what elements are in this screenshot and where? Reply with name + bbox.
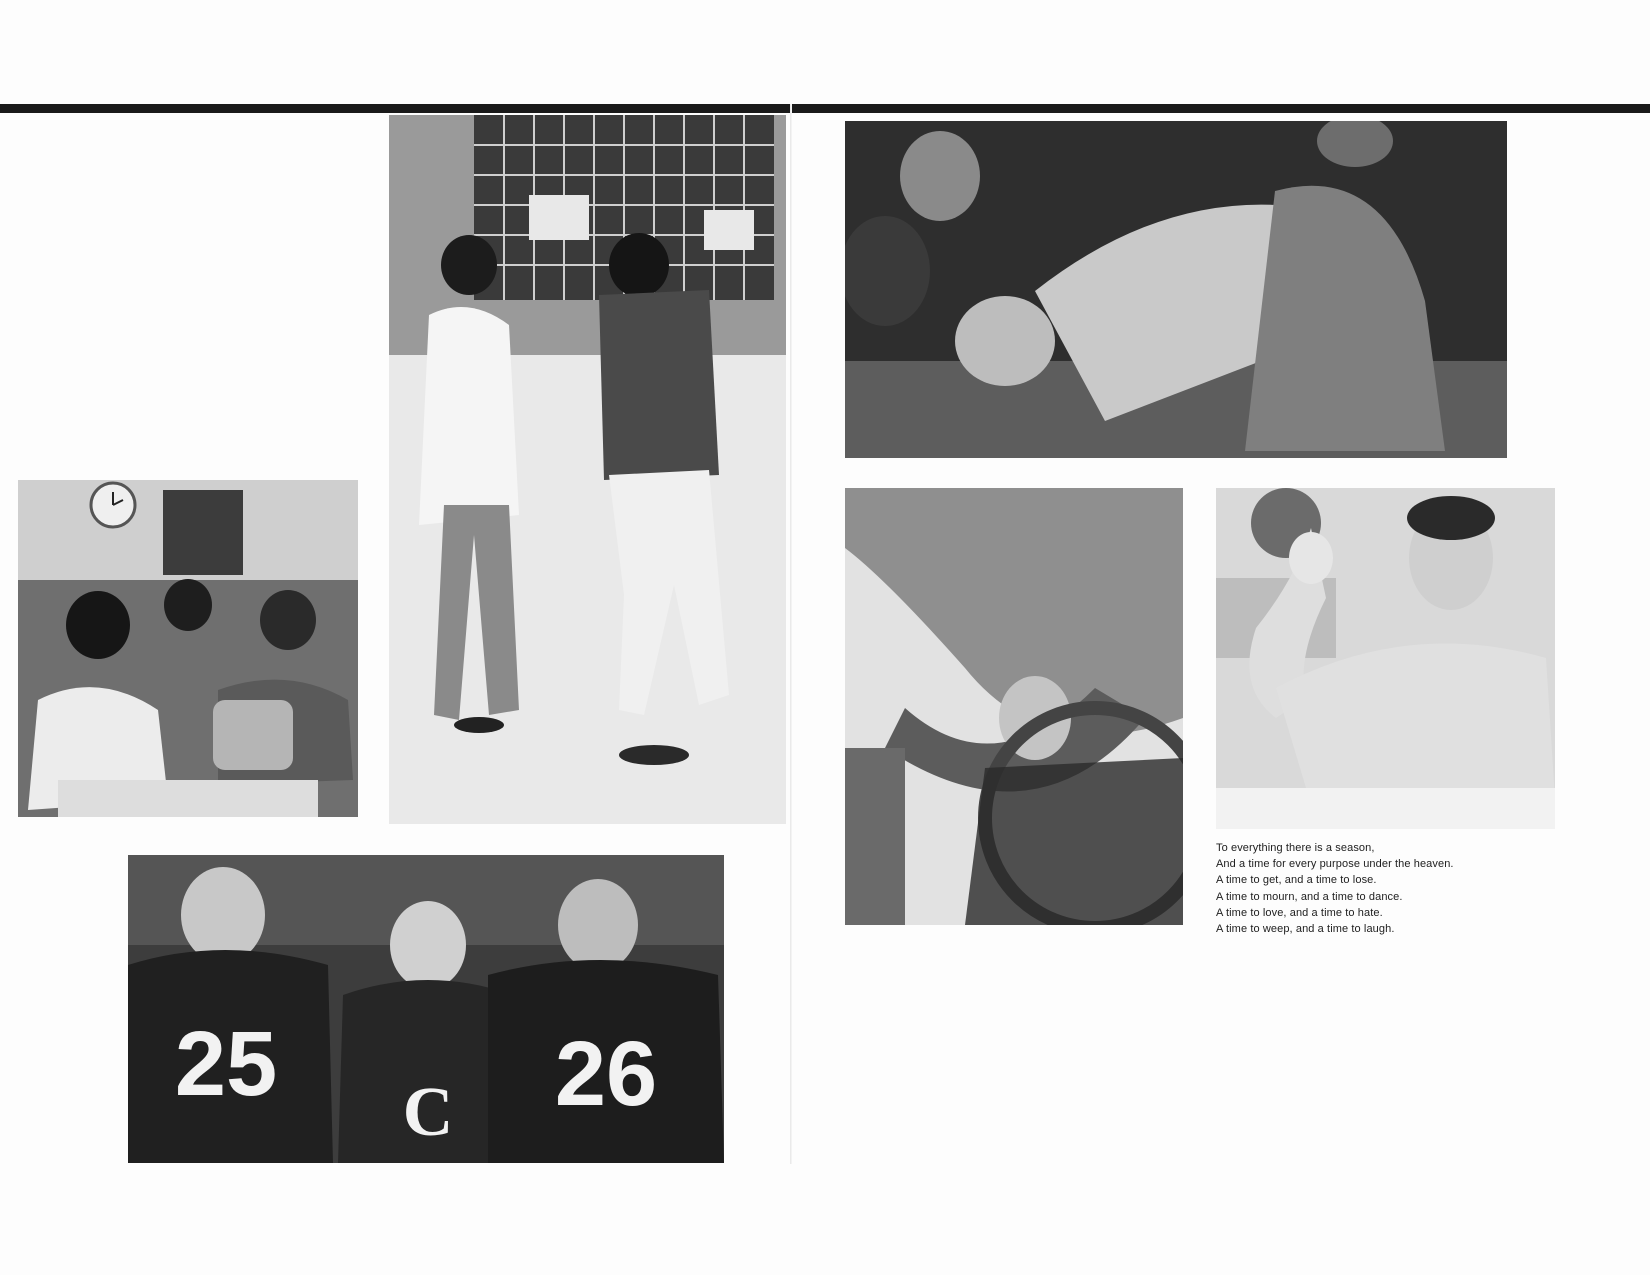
poem-line: A time to get, and a time to lose. (1216, 874, 1377, 887)
sweater-letter-c: C (402, 1074, 454, 1151)
photo-football (128, 855, 724, 1163)
jersey-number-26: 26 (554, 1023, 658, 1125)
photo-flexing (1216, 488, 1555, 829)
jersey-number-25: 25 (174, 1013, 278, 1115)
photo-crawl (845, 121, 1507, 458)
poem-line: A time to weep, and a time to laugh. (1216, 923, 1395, 936)
poem-line: And a time for every purpose under the heaven. (1216, 858, 1454, 871)
page-gutter (790, 104, 792, 1164)
photo-dance (389, 115, 786, 824)
poem-caption (1216, 840, 1526, 937)
poem-line: To everything there is a season, (1216, 842, 1375, 854)
photo-students-table (18, 480, 358, 817)
top-binding-bar (0, 104, 1650, 113)
poem-line: A time to mourn, and a time to dance. (1216, 890, 1403, 903)
photo-tuba (845, 488, 1183, 925)
poem-line: A time to love, and a time to hate. (1216, 906, 1383, 919)
